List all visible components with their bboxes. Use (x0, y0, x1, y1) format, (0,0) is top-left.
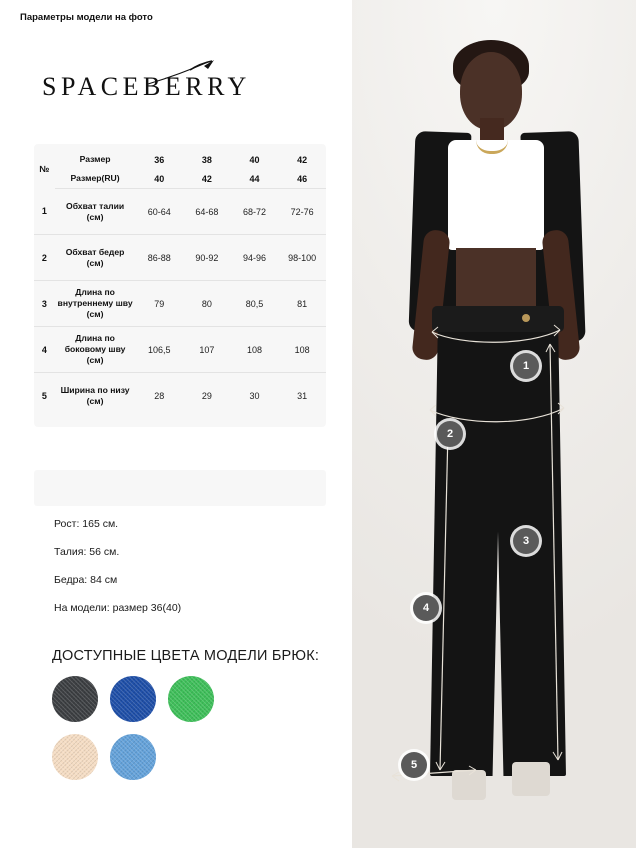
cell: 106,5 (135, 327, 183, 373)
cell: 64-68 (183, 189, 231, 235)
cell: 98-100 (278, 235, 326, 281)
cell: 42 (297, 154, 308, 165)
measure-badge-4: 4 (413, 595, 439, 621)
model-waist: Талия: 56 см. (54, 546, 120, 558)
cell: 60-64 (135, 189, 183, 235)
brand-name: SPACEBERRY (42, 72, 251, 101)
row-number: 5 (41, 390, 47, 401)
available-colors-title: ДОСТУПНЫЕ ЦВЕТА МОДЕЛИ БРЮК: (52, 648, 320, 664)
row-label: Ширина по низу (см) (60, 384, 130, 406)
size-table-card (34, 144, 326, 427)
cell: 94-96 (231, 235, 279, 281)
measure-badge-1: 1 (513, 353, 539, 379)
fabric-texture-icon (52, 676, 98, 722)
table-row (34, 169, 326, 189)
row-number: 1 (34, 189, 55, 235)
cell: 46 (278, 169, 326, 189)
model-photo (352, 0, 636, 848)
brand-logo (42, 72, 312, 116)
color-swatch-cream[interactable] (52, 734, 98, 780)
cell: 80,5 (231, 281, 279, 327)
table-row (34, 189, 326, 235)
model-height: Рост: 165 см. (54, 518, 119, 530)
measure-line-waist (432, 330, 560, 342)
row-label: Длина по внутреннему шву (см) (55, 281, 136, 327)
cell: 31 (297, 390, 308, 401)
cell: 36 (154, 154, 165, 165)
measure-badge-3: 3 (513, 528, 539, 554)
row-label: Размер(RU) (55, 169, 136, 189)
cell: 40 (249, 154, 260, 165)
measure-badge-2: 2 (437, 421, 463, 447)
cell: 79 (135, 281, 183, 327)
measure-line-inseam (440, 430, 448, 770)
model-params-title: Параметры модели на фото (20, 12, 153, 23)
cell: 81 (278, 281, 326, 327)
cell: 30 (249, 390, 260, 401)
measure-line-outseam (550, 344, 558, 760)
table-row (34, 235, 326, 281)
measure-line-hip (430, 408, 564, 422)
row-label: Размер (79, 154, 111, 164)
measure-badge-5: 5 (401, 752, 427, 778)
cell: 80 (183, 281, 231, 327)
cell: 72-76 (278, 189, 326, 235)
table-row (34, 281, 326, 327)
cell: 68-72 (231, 189, 279, 235)
cell: 40 (135, 169, 183, 189)
cell: 107 (183, 327, 231, 373)
row-label: Обхват бедер (см) (55, 235, 136, 281)
cell: 108 (231, 327, 279, 373)
cell: 42 (183, 169, 231, 189)
row-label: Обхват талии (см) (55, 189, 136, 235)
row-number: 4 (34, 327, 55, 373)
fabric-texture-icon (168, 676, 214, 722)
cell: 28 (154, 390, 165, 401)
fabric-texture-icon (52, 734, 98, 780)
table-row (34, 373, 326, 419)
color-swatch-light-blue[interactable] (110, 734, 156, 780)
cell: 44 (231, 169, 279, 189)
table-row (34, 327, 326, 373)
table-row (34, 150, 326, 169)
model-hips: Бедра: 84 см (54, 574, 118, 586)
cell: 38 (201, 154, 212, 165)
cell: 29 (201, 390, 212, 401)
num-column-header: № (39, 164, 50, 175)
color-swatch-royal-blue[interactable] (110, 676, 156, 722)
model-wearing-size: На модели: размер 36(40) (54, 602, 182, 614)
cell: 86-88 (135, 235, 183, 281)
measurement-overlay (352, 0, 636, 848)
model-params-card (34, 470, 326, 506)
size-table (34, 150, 326, 419)
cell: 108 (278, 327, 326, 373)
fabric-texture-icon (110, 734, 156, 780)
row-label: Длина по боковому шву (см) (55, 327, 136, 373)
row-number: 2 (34, 235, 55, 281)
cell: 90-92 (183, 235, 231, 281)
fabric-texture-icon (110, 676, 156, 722)
color-swatch-green[interactable] (168, 676, 214, 722)
row-number: 3 (34, 281, 55, 327)
color-swatch-dark-grey[interactable] (52, 676, 98, 722)
